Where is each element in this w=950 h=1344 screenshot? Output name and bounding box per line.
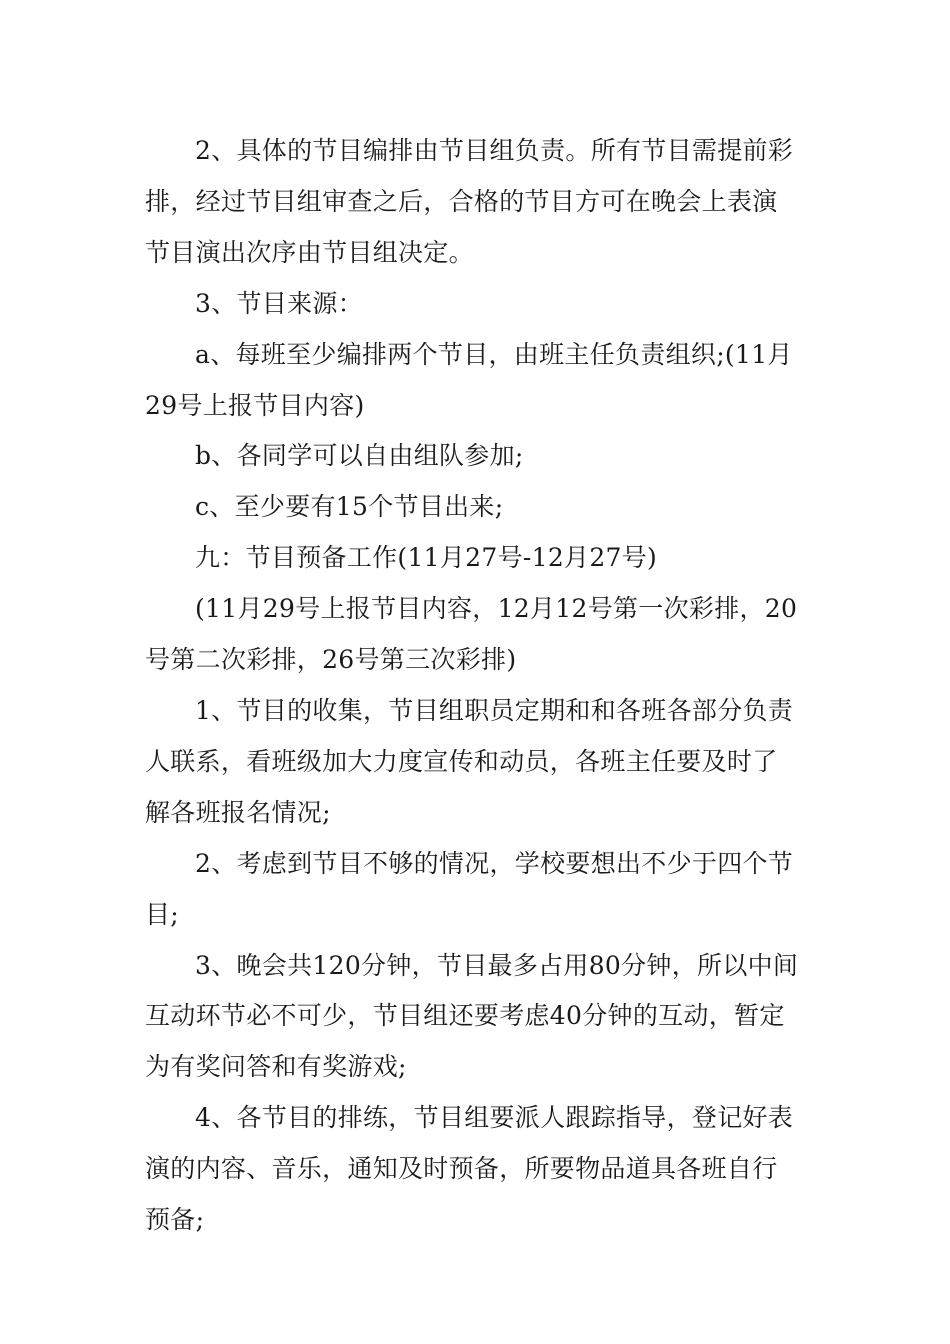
paragraph-line: 目;: [145, 899, 180, 929]
paragraph-line: 3、晚会共120分钟，节目最多占用80分钟，所以中间: [195, 950, 799, 980]
paragraph-line: 演的内容、音乐，通知及时预备，所要物品道具各班自行: [145, 1154, 778, 1184]
paragraph-line: 2、考虑到节目不够的情况，学校要想出不少于四个节: [195, 848, 794, 878]
document-paragraph: [145, 533, 810, 584]
paragraph-line: 节目演出次序由节目组决定。: [145, 237, 474, 267]
document-paragraph: [145, 482, 810, 533]
paragraph-line: 互动环节必不可少，节目组还要考虑40分钟的互动，暂定: [145, 1001, 785, 1031]
paragraph-line: 3、节目来源：: [195, 288, 364, 318]
document-paragraph: [145, 839, 810, 941]
document-paragraph: [145, 330, 810, 432]
paragraph-line: 4、各节目的排练，节目组要派人跟踪指导，登记好表: [195, 1103, 794, 1133]
paragraph-line: 人联系，看班级加大力度宣传和动员，各班主任要及时了: [145, 746, 778, 776]
paragraph-line: a、每班至少编排两个节目，由班主任负责组织;(11月: [195, 339, 793, 369]
paragraph-line: 预备;: [145, 1205, 205, 1235]
paragraph-line: 九：节目预备工作(11月27号-12月27号): [195, 543, 658, 573]
document-body: [145, 126, 810, 1246]
paragraph-line: 2、具体的节目编排由节目组负责。所有节目需提前彩: [195, 136, 794, 165]
paragraph-line: 为有奖问答和有奖游戏;: [145, 1052, 407, 1082]
document-paragraph: [145, 686, 810, 839]
paragraph-line: 1、节目的收集，节目组职员定期和和各班各部分负责: [195, 695, 794, 725]
paragraph-line: c、至少要有15个节目出来;: [195, 492, 504, 522]
document-paragraph: [145, 279, 810, 330]
paragraph-line: (11月29号上报节目内容，12月12号第一次彩排，20: [195, 594, 798, 624]
document-paragraph: [145, 431, 810, 482]
document-paragraph: [145, 1093, 810, 1246]
paragraph-line: 排，经过节目组审查之后，合格的节目方可在晚会上表演: [145, 186, 778, 216]
paragraph-line: 解各班报名情况;: [145, 797, 331, 827]
document-paragraph: [145, 126, 810, 279]
document-paragraph: [145, 584, 810, 686]
paragraph-line: 号第二次彩排，26号第三次彩排): [145, 645, 517, 675]
paragraph-line: b、各同学可以自由组队参加;: [195, 441, 524, 471]
paragraph-line: 29号上报节目内容): [145, 390, 365, 420]
document-paragraph: [145, 941, 810, 1094]
